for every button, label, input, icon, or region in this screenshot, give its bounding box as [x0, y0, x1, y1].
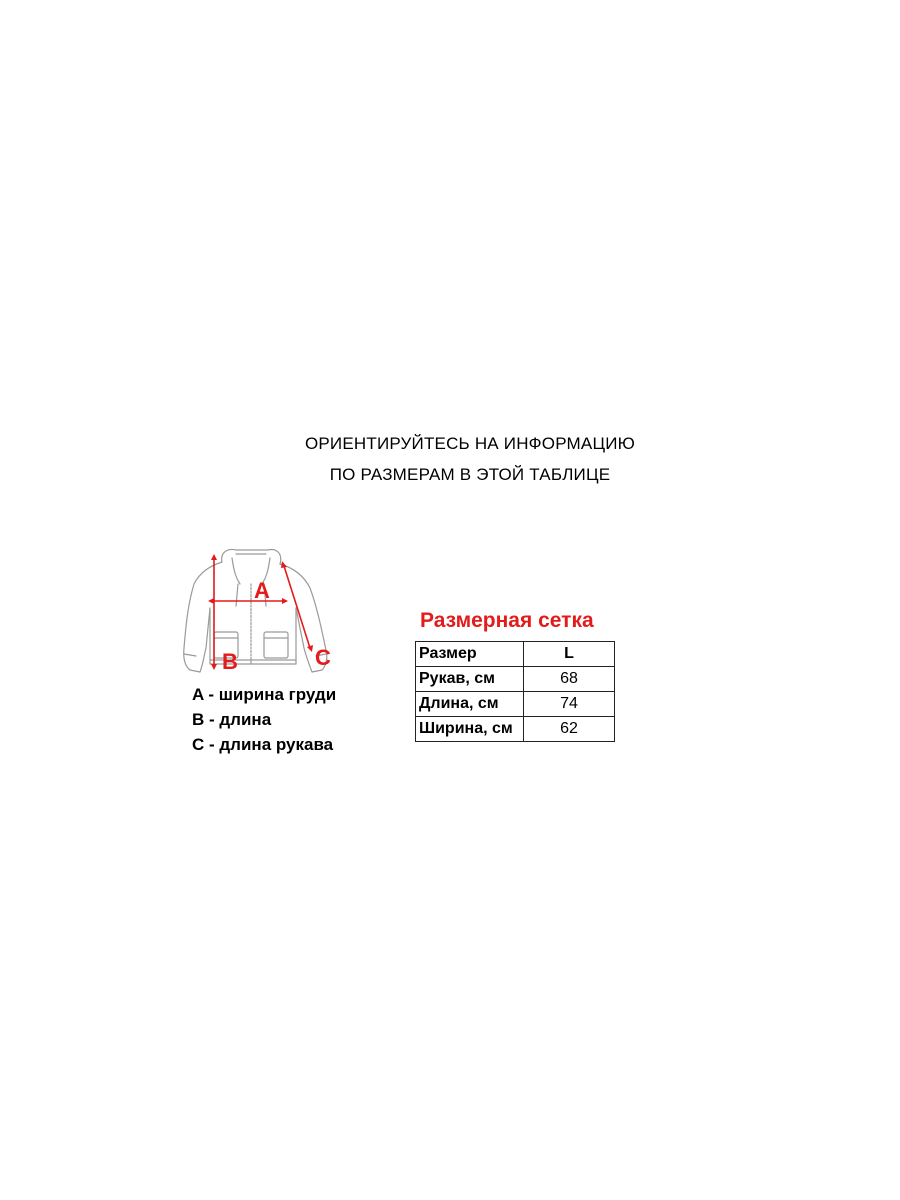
legend-c: C - длина рукава	[192, 735, 334, 754]
jacket-measurement-diagram	[176, 544, 346, 679]
instruction-line-1: ОРИЕНТИРУЙТЕСЬ НА ИНФОРМАЦИЮ	[304, 434, 636, 453]
jacket-outline	[184, 550, 327, 673]
row-label-width: Ширина, см	[416, 717, 524, 742]
row-value-width: 62	[524, 717, 615, 742]
row-value-length: 74	[524, 692, 615, 717]
row-value-sleeve: 68	[524, 667, 615, 692]
table-row	[416, 692, 615, 717]
size-table	[415, 641, 615, 742]
table-row	[416, 667, 615, 692]
instruction-header	[0, 428, 900, 490]
marker-b: B	[222, 649, 238, 674]
size-table-header-row	[416, 642, 615, 667]
measurement-legend	[192, 682, 336, 757]
marker-c: C	[315, 645, 331, 670]
table-row	[416, 717, 615, 742]
instruction-line-2: ПО РАЗМЕРАМ В ЭТОЙ ТАБЛИЦЕ	[329, 465, 611, 484]
legend-a: A - ширина груди	[192, 685, 337, 704]
size-header-value: L	[524, 642, 615, 667]
size-header-label: Размер	[416, 642, 524, 667]
row-label-sleeve: Рукав, см	[416, 667, 524, 692]
row-label-length: Длина, см	[416, 692, 524, 717]
size-table-title: Размерная сетка	[420, 609, 594, 632]
marker-a: A	[254, 578, 270, 603]
legend-b: B - длина	[192, 710, 272, 729]
